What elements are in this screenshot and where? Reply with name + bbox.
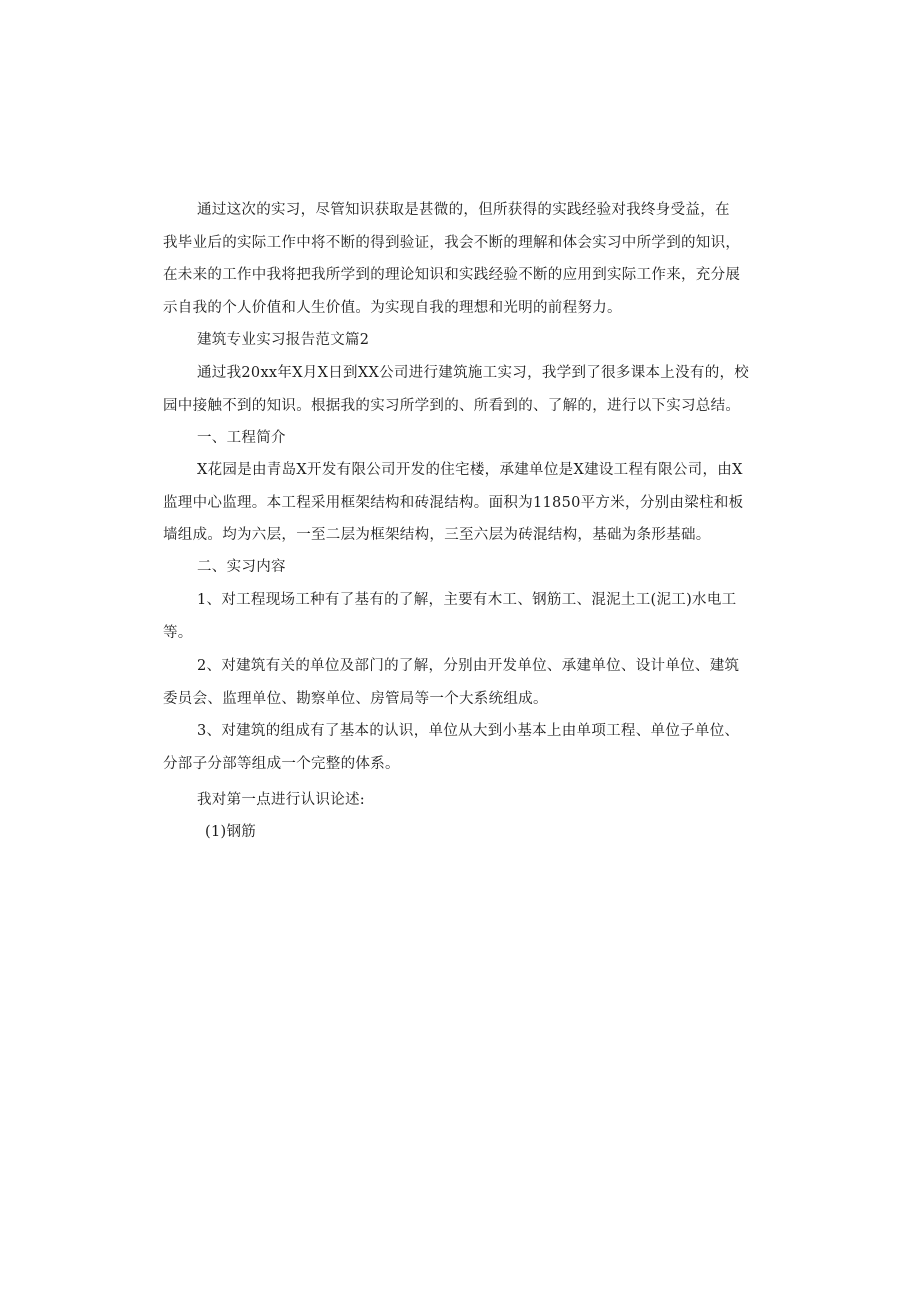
text-line: 通过我20xx年X月X日到XX公司进行建筑施工实习，我学到了很多课本上没有的，校 <box>197 365 750 381</box>
text-line: 监理中心监理。本工程采用框架结构和砖混结构。面积为11850平方米，分别由梁柱和板 <box>163 494 744 511</box>
text-line: 1、对工程现场工种有了基有的了解，主要有木工、钢筋工、混泥土工(泥工)水电工 <box>197 592 737 608</box>
list-item-2 <box>163 650 763 715</box>
section-heading-project-overview: 一、工程简介 <box>197 430 286 446</box>
text-line: 在未来的工作中我将把我所学到的理论知识和实践经验不断的应用到实际工作来，充分展 <box>163 267 741 283</box>
text-line: 示自我的个人价值和人生价值。为实现自我的理想和光明的前程努力。 <box>163 299 622 316</box>
section-heading-internship-content: 二、实习内容 <box>197 559 286 575</box>
text-line: 通过这次的实习，尽管知识获取是甚微的，但所获得的实践经验对我终身受益，在 <box>197 202 730 218</box>
text-line: 委员会、监理单位、勘察单位、房管局等一个大系统组成。 <box>163 690 548 707</box>
text-line: 墙组成。均为六层，一至二层为框架结构，三至六层为砖混结构，基础为条形基础。 <box>163 527 711 543</box>
text-line: 分部子分部等组成一个完整的体系。 <box>163 755 400 772</box>
text-line: 3、对建筑的组成有了基本的认识，单位从大到小基本上由单项工程、单位子单位、 <box>197 723 740 739</box>
subsection-rebar: (1)钢筋 <box>205 824 257 840</box>
paragraph-project-overview <box>163 454 763 552</box>
text-line: 我毕业后的实际工作中将不断的得到验证，我会不断的理解和体会实习中所学到的知识， <box>163 234 741 251</box>
discussion-intro: 我对第一点进行认识论述: <box>197 792 365 808</box>
text-line: X花园是由青岛X开发有限公司开发的住宅楼，承建单位是X建设工程有限公司，由X <box>197 462 743 478</box>
list-item-1 <box>163 584 763 649</box>
text-line: 2、对建筑有关的单位及部门的了解，分别由开发单位、承建单位、设计单位、建筑 <box>197 658 740 674</box>
paragraph-internship-intro <box>163 357 763 422</box>
article-title: 建筑专业实习报告范文篇2 <box>197 332 370 348</box>
list-item-3 <box>163 715 763 780</box>
paragraph-internship-conclusion <box>163 194 763 324</box>
text-line: 园中接触不到的知识。根据我的实习所学到的、所看到的、了解的，进行以下实习总结。 <box>163 397 741 414</box>
text-line: 等。 <box>163 624 193 641</box>
